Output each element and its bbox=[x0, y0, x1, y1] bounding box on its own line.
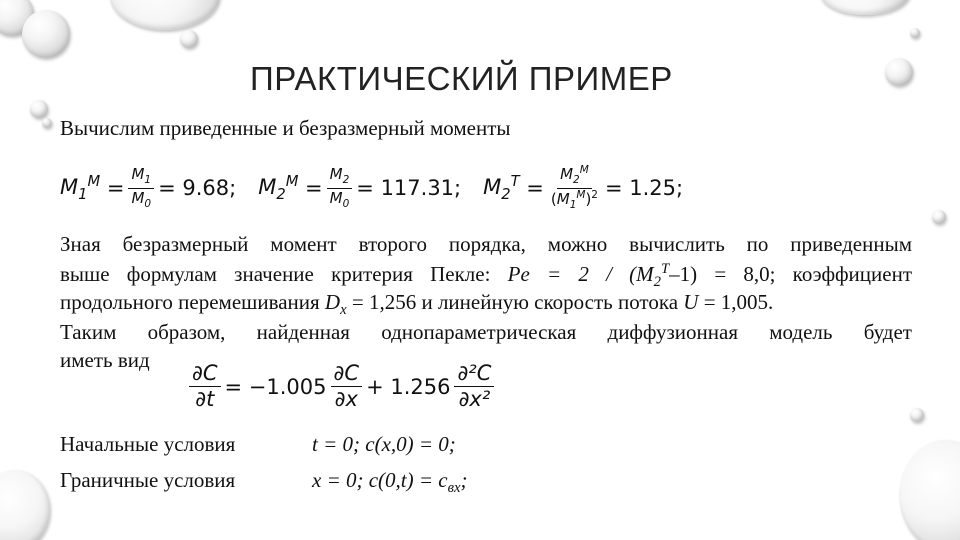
water-drop-decoration bbox=[30, 100, 48, 118]
diffusion-equation bbox=[185, 362, 498, 411]
water-drop-decoration bbox=[42, 118, 52, 128]
water-drop-decoration bbox=[0, 470, 50, 540]
mt-lhs: $M_2^T$ bbox=[483, 172, 520, 204]
water-drop-decoration bbox=[820, 0, 910, 15]
initial-value: t = 0; c(x,0) = 0; bbox=[312, 432, 456, 456]
pde-term-2: $\frac{\text{∂²C}}{\text{∂x²}}$ bbox=[454, 362, 494, 411]
paragraph-line-4: Таким образом, найденная однопараметрическая диффузионная модель будет bbox=[60, 320, 912, 344]
initial-label: Начальные условия bbox=[60, 432, 236, 456]
paragraph-line-3: продольного перемешивания $D_x = 1,256$ и линейную скорость потока U = 1,005. bbox=[60, 290, 774, 319]
water-drop-decoration bbox=[22, 10, 70, 58]
pde-coef-1: = −1.005 bbox=[224, 374, 327, 399]
boundary-label: Граничные условия bbox=[60, 468, 236, 492]
m1-lhs: $M_1^M$ bbox=[60, 172, 101, 204]
initial-conditions bbox=[60, 432, 456, 457]
boundary-value: x = 0; $c(0,t) = c_{вх}$; bbox=[312, 468, 468, 497]
water-drop-decoration bbox=[885, 58, 913, 86]
paragraph-line-1: Зная безразмерный момент второго порядка, можно вычислить по приведенным bbox=[60, 232, 912, 256]
pde-coef-2: + 1.256 bbox=[366, 374, 451, 399]
m1-fraction: $\frac{M_1}{M_0}$ bbox=[128, 166, 154, 210]
m2-fraction: $\frac{M_2}{M_0}$ bbox=[327, 166, 353, 210]
moments-equations: $M_1^M$ = $\frac{M_1}{M_0}$ = 9.68; $M_2^M$ = $\frac{M_2}{M_0}$ = 117.31; $M_2^T$ = $\frac{M_2^M}{(M_1^M)^2}$ = 1.25; bbox=[60, 163, 684, 211]
water-drop-decoration bbox=[900, 440, 960, 540]
boundary-conditions bbox=[60, 468, 468, 497]
intro-line: Вычислим приведенные и безразмерный моменты bbox=[60, 116, 511, 140]
paragraph-line-2: выше формулам значение критерия Пекле: $Pe = 2 / (M_2^T-1) = 8,0$; коэффициент bbox=[60, 261, 913, 291]
pde-term-1: $\frac{\partial C}{\partial x}$ bbox=[331, 362, 363, 411]
m2-value: = 117.31; bbox=[356, 176, 462, 200]
water-drop-decoration bbox=[110, 0, 220, 30]
slide-title: ПРАКТИЧЕСКИЙ ПРИМЕР bbox=[250, 60, 673, 97]
mt-fraction: $\frac{M_2^M}{(M_1^M)^2}$ bbox=[550, 163, 598, 211]
water-drop-decoration bbox=[180, 30, 198, 48]
paragraph-line-5: иметь вид bbox=[60, 348, 150, 372]
water-drop-decoration bbox=[932, 210, 946, 224]
m1-value: = 9.68; bbox=[158, 176, 237, 200]
pde-lhs: $\frac{\partial C}{\partial t}$ bbox=[189, 362, 221, 411]
water-drop-decoration bbox=[910, 28, 920, 38]
mt-value: = 1.25; bbox=[604, 176, 684, 200]
m2-lhs: $M_2^M$ bbox=[258, 172, 299, 204]
water-drop-decoration bbox=[910, 408, 924, 422]
